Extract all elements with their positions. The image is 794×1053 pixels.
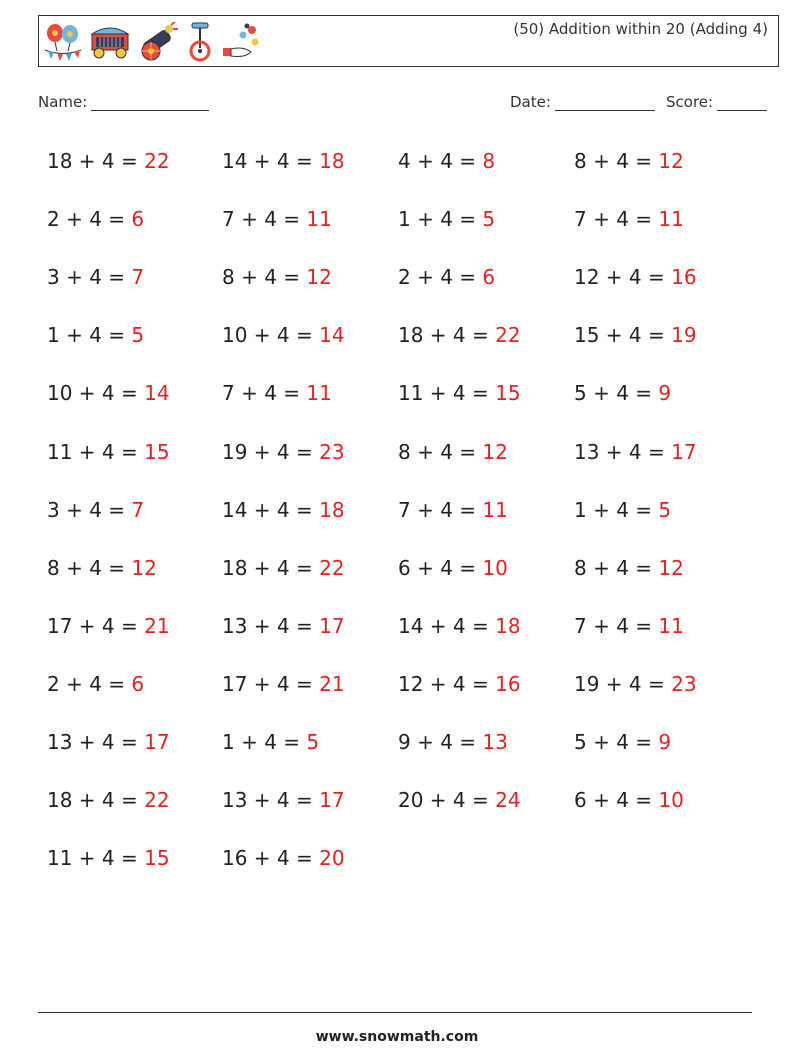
problem-answer: 15 xyxy=(495,381,521,405)
problem-answer: 7 xyxy=(131,498,145,522)
problem-question: 13 + 4 = xyxy=(222,788,313,812)
problem-question: 6 + 4 = xyxy=(574,788,653,812)
problem-question: 2 + 4 = xyxy=(47,207,126,231)
problem-answer: 22 xyxy=(319,556,345,580)
problem-answer: 12 xyxy=(482,440,508,464)
problem-answer: 15 xyxy=(144,846,170,870)
problem-answer: 12 xyxy=(306,265,332,289)
problem-answer: 22 xyxy=(144,149,170,173)
problem-item xyxy=(47,498,144,522)
problem-item xyxy=(574,265,697,289)
problem-item xyxy=(47,440,170,464)
problem-question: 11 + 4 = xyxy=(398,381,489,405)
name-blank[interactable] xyxy=(91,96,209,111)
problem-answer: 17 xyxy=(671,440,697,464)
problem-item xyxy=(47,730,170,754)
problem-answer: 16 xyxy=(495,672,521,696)
problem-item xyxy=(222,672,345,696)
problem-question: 8 + 4 = xyxy=(574,149,653,173)
problem-answer: 18 xyxy=(495,614,521,638)
problem-question: 18 + 4 = xyxy=(398,323,489,347)
problem-item xyxy=(47,846,170,870)
score-blank[interactable] xyxy=(717,96,767,111)
unicycle-icon xyxy=(185,22,215,62)
problem-answer: 11 xyxy=(306,381,332,405)
problem-question: 1 + 4 = xyxy=(574,498,653,522)
problem-answer: 6 xyxy=(131,672,145,696)
problem-answer: 11 xyxy=(306,207,332,231)
problem-item xyxy=(222,323,345,347)
problem-question: 18 + 4 = xyxy=(222,556,313,580)
problem-answer: 9 xyxy=(658,381,672,405)
problem-answer: 13 xyxy=(482,730,508,754)
problem-question: 10 + 4 = xyxy=(47,381,138,405)
problem-item xyxy=(398,381,521,405)
problem-answer: 12 xyxy=(658,149,684,173)
problem-question: 5 + 4 = xyxy=(574,381,653,405)
problem-answer: 18 xyxy=(319,149,345,173)
problem-item xyxy=(398,556,508,580)
problem-question: 14 + 4 = xyxy=(222,149,313,173)
problem-question: 14 + 4 = xyxy=(398,614,489,638)
problem-answer: 11 xyxy=(658,614,684,638)
problem-question: 2 + 4 = xyxy=(398,265,477,289)
problem-item xyxy=(47,788,170,812)
problem-item xyxy=(398,149,495,173)
problem-answer: 17 xyxy=(144,730,170,754)
problem-question: 1 + 4 = xyxy=(398,207,477,231)
problem-answer: 20 xyxy=(319,846,345,870)
circus-wagon-icon xyxy=(89,24,131,60)
date-field[interactable] xyxy=(510,93,655,111)
problem-item xyxy=(574,207,684,231)
problem-question: 11 + 4 = xyxy=(47,440,138,464)
juggling-hand-icon xyxy=(221,22,261,62)
date-label: Date: xyxy=(510,93,551,111)
problem-question: 13 + 4 = xyxy=(574,440,665,464)
problem-item xyxy=(574,440,697,464)
problem-question: 7 + 4 = xyxy=(222,381,301,405)
problem-question: 17 + 4 = xyxy=(47,614,138,638)
problem-question: 7 + 4 = xyxy=(574,207,653,231)
problem-item xyxy=(222,207,332,231)
problem-question: 2 + 4 = xyxy=(47,672,126,696)
problem-item xyxy=(398,730,508,754)
problem-item xyxy=(574,149,684,173)
problem-question: 3 + 4 = xyxy=(47,498,126,522)
score-field[interactable] xyxy=(666,93,767,111)
problem-question: 19 + 4 = xyxy=(574,672,665,696)
problem-item xyxy=(222,614,345,638)
score-label: Score: xyxy=(666,93,714,111)
worksheet-title: (50) Addition within 20 (Adding 4) xyxy=(513,20,768,38)
problem-item xyxy=(574,788,684,812)
problem-item xyxy=(47,614,170,638)
problem-item xyxy=(47,265,144,289)
problem-item xyxy=(398,498,508,522)
problem-question: 13 + 4 = xyxy=(47,730,138,754)
problem-answer: 19 xyxy=(671,323,697,347)
problem-answer: 12 xyxy=(658,556,684,580)
problem-question: 13 + 4 = xyxy=(222,614,313,638)
problem-question: 4 + 4 = xyxy=(398,149,477,173)
problem-answer: 8 xyxy=(482,149,496,173)
problem-item xyxy=(398,672,521,696)
problem-answer: 14 xyxy=(144,381,170,405)
problem-answer: 22 xyxy=(495,323,521,347)
problem-item xyxy=(222,846,345,870)
problem-answer: 23 xyxy=(319,440,345,464)
problem-question: 8 + 4 = xyxy=(574,556,653,580)
problem-answer: 7 xyxy=(131,265,145,289)
problem-answer: 10 xyxy=(482,556,508,580)
balloons-bunting-icon xyxy=(43,21,83,63)
problem-answer: 6 xyxy=(482,265,496,289)
date-blank[interactable] xyxy=(555,96,655,111)
problem-item xyxy=(47,323,144,347)
problem-question: 10 + 4 = xyxy=(222,323,313,347)
problem-answer: 14 xyxy=(319,323,345,347)
problem-answer: 24 xyxy=(495,788,521,812)
worksheet-header xyxy=(38,15,779,67)
problem-question: 1 + 4 = xyxy=(222,730,301,754)
problem-item xyxy=(222,498,345,522)
name-label: Name: xyxy=(38,93,88,111)
problem-item xyxy=(574,381,671,405)
problem-item xyxy=(574,556,684,580)
problem-item xyxy=(222,788,345,812)
problem-question: 1 + 4 = xyxy=(47,323,126,347)
problem-item xyxy=(222,381,332,405)
problem-answer: 15 xyxy=(144,440,170,464)
problem-question: 12 + 4 = xyxy=(398,672,489,696)
problem-question: 15 + 4 = xyxy=(574,323,665,347)
problem-item xyxy=(222,556,345,580)
footer-website[interactable]: www.snowmath.com xyxy=(315,1029,479,1045)
problem-question: 3 + 4 = xyxy=(47,265,126,289)
problem-item xyxy=(47,149,170,173)
problem-answer: 17 xyxy=(319,614,345,638)
problem-answer: 5 xyxy=(306,730,320,754)
problem-answer: 5 xyxy=(658,498,672,522)
problem-answer: 6 xyxy=(131,207,145,231)
problem-answer: 9 xyxy=(658,730,672,754)
problem-question: 7 + 4 = xyxy=(222,207,301,231)
problem-item xyxy=(222,730,319,754)
problem-question: 18 + 4 = xyxy=(47,149,138,173)
problem-item xyxy=(574,323,697,347)
problem-question: 18 + 4 = xyxy=(47,788,138,812)
problem-item xyxy=(47,672,144,696)
problem-answer: 5 xyxy=(482,207,496,231)
problem-answer: 11 xyxy=(658,207,684,231)
problem-question: 8 + 4 = xyxy=(222,265,301,289)
problem-item xyxy=(398,207,495,231)
problem-question: 16 + 4 = xyxy=(222,846,313,870)
problem-item xyxy=(574,614,684,638)
problem-question: 5 + 4 = xyxy=(574,730,653,754)
problem-answer: 22 xyxy=(144,788,170,812)
problem-item xyxy=(574,730,671,754)
problem-item xyxy=(398,788,521,812)
problem-question: 14 + 4 = xyxy=(222,498,313,522)
problem-answer: 5 xyxy=(131,323,145,347)
problem-question: 8 + 4 = xyxy=(398,440,477,464)
problem-question: 9 + 4 = xyxy=(398,730,477,754)
problem-answer: 10 xyxy=(658,788,684,812)
header-icons xyxy=(43,19,261,65)
problem-item xyxy=(574,498,671,522)
problem-question: 20 + 4 = xyxy=(398,788,489,812)
problem-answer: 21 xyxy=(144,614,170,638)
problem-item xyxy=(398,440,508,464)
problem-question: 7 + 4 = xyxy=(574,614,653,638)
problem-item xyxy=(398,265,495,289)
footer-divider xyxy=(38,1012,752,1013)
problem-question: 12 + 4 = xyxy=(574,265,665,289)
circus-cannon-icon xyxy=(137,22,179,62)
problem-question: 19 + 4 = xyxy=(222,440,313,464)
problem-item xyxy=(222,149,345,173)
problem-answer: 12 xyxy=(131,556,157,580)
problem-answer: 17 xyxy=(319,788,345,812)
problem-answer: 16 xyxy=(671,265,697,289)
problem-question: 6 + 4 = xyxy=(398,556,477,580)
problem-question: 17 + 4 = xyxy=(222,672,313,696)
problem-question: 8 + 4 = xyxy=(47,556,126,580)
problem-item xyxy=(47,556,157,580)
problem-answer: 21 xyxy=(319,672,345,696)
problem-item xyxy=(47,381,170,405)
problem-item xyxy=(398,323,521,347)
problem-item xyxy=(47,207,144,231)
problem-question: 11 + 4 = xyxy=(47,846,138,870)
problem-answer: 18 xyxy=(319,498,345,522)
problem-item xyxy=(574,672,697,696)
problem-item xyxy=(222,265,332,289)
problem-answer: 23 xyxy=(671,672,697,696)
problem-answer: 11 xyxy=(482,498,508,522)
problem-item xyxy=(222,440,345,464)
problem-item xyxy=(398,614,521,638)
name-field[interactable] xyxy=(38,93,209,111)
problem-question: 7 + 4 = xyxy=(398,498,477,522)
